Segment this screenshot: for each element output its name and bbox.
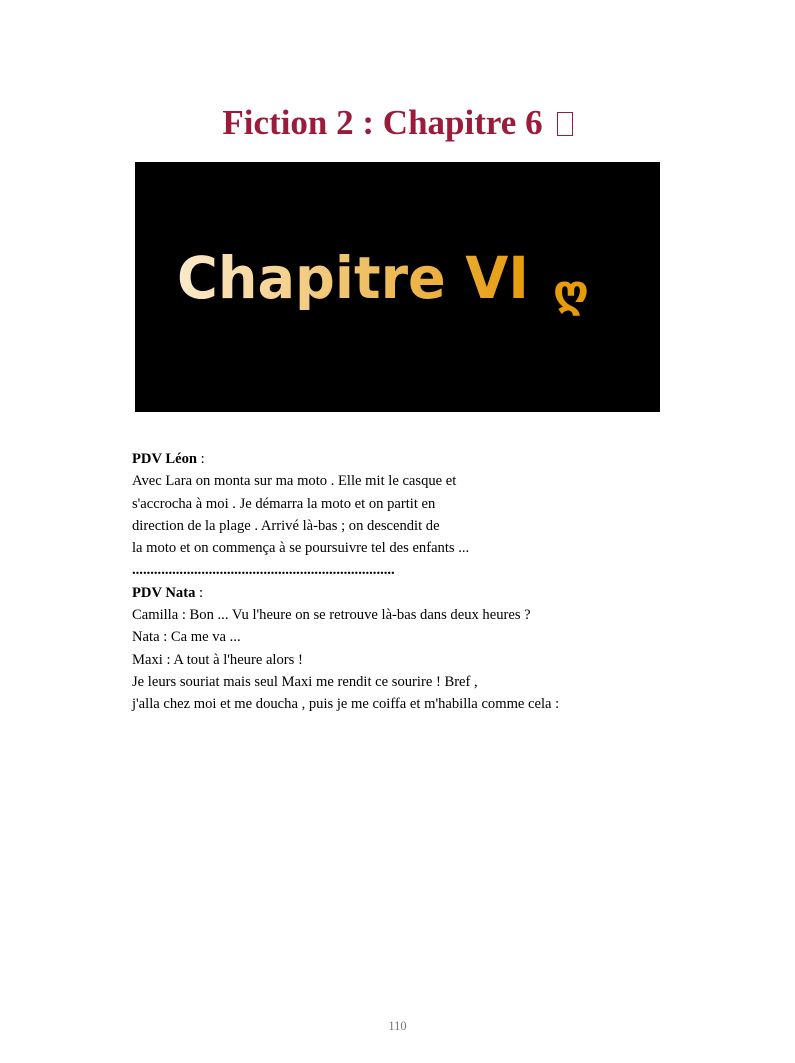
page-number: 110 xyxy=(388,1019,407,1033)
section-heading: PDV Nata xyxy=(132,584,196,601)
page-title-text: Fiction 2 : Chapitre 6 xyxy=(222,103,543,142)
chapter-body xyxy=(132,448,692,716)
banner-text: Chapitre VI xyxy=(177,244,529,312)
section-heading-line xyxy=(132,448,692,470)
paragraph-line: la moto et on commença à se poursuivre tel des enfants ... xyxy=(132,540,470,557)
section-heading: PDV Léon xyxy=(132,451,198,467)
paragraph-line: Avec Lara on monta sur ma moto . Elle mit le casque et xyxy=(132,473,457,490)
section-heading-line xyxy=(132,582,692,604)
paragraph-line: Je leurs souriat mais seul Maxi me rendit ce sourire ! Bref , xyxy=(132,673,478,690)
banner-graphic xyxy=(135,162,660,412)
page-title xyxy=(0,100,795,146)
dialogue-line: Maxi : A tout à l'heure alors ! xyxy=(132,651,303,668)
section-heading-suffix: : xyxy=(195,584,204,601)
paragraph-line: direction de la plage . Arrivé là-bas ; on descendit de xyxy=(132,517,440,534)
section-heading-suffix: : xyxy=(197,451,205,467)
paragraph-line: s'accrocha à moi . Je démarra la moto et on partit en xyxy=(132,495,436,512)
heart-symbol-icon: ღ xyxy=(553,266,589,317)
paragraph-line: j'alla chez moi et me doucha , puis je me coiffa et m'habilla comme cela : xyxy=(132,696,560,713)
dialogue-line: Camilla : Bon ... Vu l'heure on se retrouve là-bas dans deux heures ? xyxy=(132,607,531,624)
dotted-separator: ........................................................................ xyxy=(132,562,395,579)
chapter-banner-image xyxy=(135,162,660,412)
dialogue-line: Nata : Ca me va ... xyxy=(132,629,241,646)
missing-glyph-icon xyxy=(557,112,573,136)
